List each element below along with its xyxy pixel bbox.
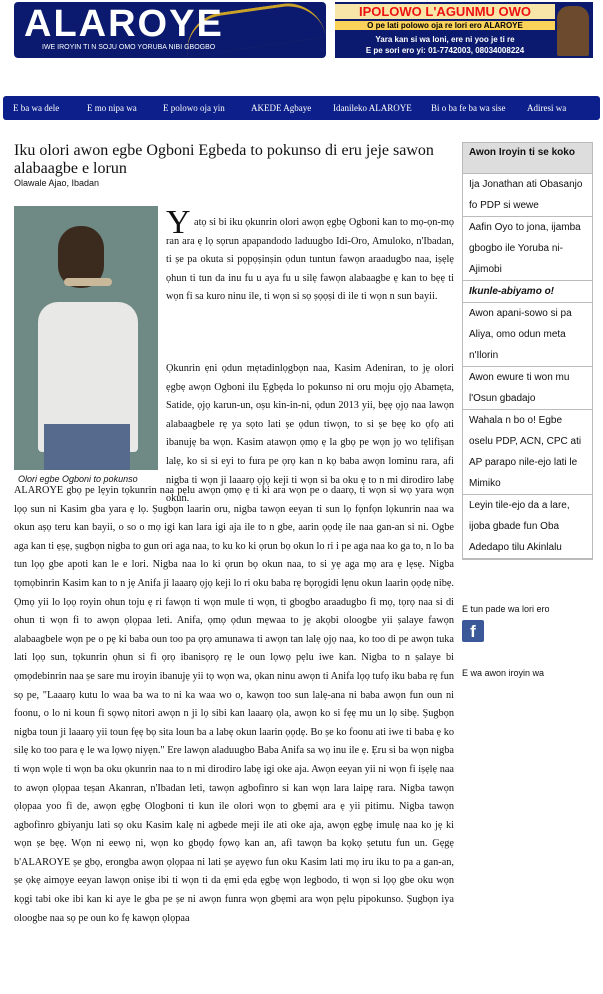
advert-title: IPOLOWO L'AGUNMU OWO [335, 4, 555, 19]
main-nav [3, 96, 600, 120]
headline-link[interactable]: Ikunle-abiyamo o! [463, 281, 592, 303]
article-paragraph: ALAROYE gbọ pe lẹyin tọkunrin naa pẹlu awọn ọmọ ẹ ti ki ara wọn pe o daarọ, ti wọn si wọ yara wọn lọọ sun ni Kasim gba yara ẹ lọ. Ṣugbọn laarin oru, nigba tawọn eeyan ti sun lọ fọnfọn lọkunrin naa wa okun aṣọ teru kan bayii, o so o mọ igi kan lara igi aja ile to n gbe, aarin ọọdẹ ile naa gan-an si ni. Ogbe aga kan ti ẹṣẹ, ṣugbọn nigba to gun ori aga naa, to ku ko ki ọrun bọ okun lo ri i pe aga naa ko ga to, n lo ba tun lọọ gbe apoti kan le e lori. Nigba naa lo ki ọrun bọ okun naa, to si yẹ aga mọ ara ẹ lẹsẹ. Nigba tọmọbinrin Kasim kan to n jẹ Anifa ji laaarọ ọjọ keji lo ri oku baba rẹ bọrọgidi lẹnu okun laarin ọọdẹ nibẹ. Ọmọ yii lo lọọ royin ohun toju ẹ ri fawọn ti wọn mule ti wọn, ti gbogbo araadugbo fi mọ, tọrọ naa si di ohun ti wọn fi to awọn ọlọpaa leti. Anifa, ọmọ ọdun mẹwaa to jẹ akọbi oloogbe yii ṣalaye fawọn alabaagbele wọn pe o pẹ ki baba oun too pa ọrọ amunawa ti awọn tan lalẹ ọjọ naa, ko too di pe awọn tuka lati lọọ sun, tọkunrin ọhun si fi ọrọ ibanisọrọ rẹ le oun lọwọ pẹlu iwe kan. Nigba to n ṣalaye bi ọmọdebinrin naa ṣe sare mu iroyin ibanujẹ yii tọ wọn wa, ọkan ninu awọn ti Anifa lọọ tufọ iku baba rẹ fun sọ pe, "Laaarọ kutu lo waa ba wa to ni ka waa wo o, kawọn too sun lalẹ-ana ni baba awọn fun oun ni foonu, o lo ni koun fi sọwọ nitori awọn n ji lọ sibi kan laaarọ ọla, awọn ko si fẹẹ mu un lọ sibẹ. Ṣugbọn nigba toun ji laaarọ yii toun fẹẹ bọ sita loun ba a labẹ okun laarin ọọdẹ. Bo ṣe ko foonu ati iwe ti baba ẹ ko silẹ ko too para ẹ le wa lọwọ niyẹn." Ere lawọn aladuugbo Baba Anifa sa wọ inu ile ẹ. Ẹru si ba wọn nigba ti wọn wọle ti wọn ba oku ọkunrin naa to n mi dirodiro labẹ igi oke aja. Awọn eeyan yii ni wọn fi iṣẹlẹ naa to awọn ọlọpaa teṣan Akanran, n'Ibadan leti, tawọn agbofinro si kan wọn lara laipẹ rara. Nigba tawọn ọlọpaa yoo fi de, awọn ẹgbẹ Ologboni ti kun ile olori wọn to gbẹmi ara ẹ yii pitimu. Nigba tawọn agbofinro gbiyanju lati sọ oku Kasim kalẹ ni agbede meji ile ati oke aja, awọn ẹgbẹ imulẹ naa ko jẹ ki wọn ṣe bẹẹ. Wọn ni eewọ ni, wọn ko gbọdọ fọwọ kan an, afi tawọn ba kọkọ ṣetutu fun un. Gẹgẹ b'ALAROYE ṣe gbọ, erongba awọn ọlọpaa ni lati ṣe ayẹwo fun oku Kasim lati mọ iru iku to pa a gan-an, ṣe ọkẹ aimọye eeyan lawọn oniṣe ibi ti wọn ti da ẹmi ẹda ẹgbẹ wọn legbodo, ti wọn si lọọ gbe oku wọn kọgi tabi oke ibi kan ki aye le gba pe ṣe ni awọn funra wọn gbẹmi ara wọn pẹlu pipokunso. Ṣugbọn iya oloogbe naa sọ pe oun ko fẹ kawọn ọlọpaa [14, 485, 454, 924]
advert-phone: E pe sori ero yi: 01-7742003, 08034008224 [365, 46, 525, 55]
article-paragraph: atọ si bi iku ọkunrin olori awọn ẹgbẹ Ogboni kan to mọ-ọn-mọ ran ara ẹ lọ sọrun apapandodo laduugbo Idi-Oro, Amuloko, n'Ibadan, ti ṣe pa okuta si pọpọṣinṣin ọdun tuntun fawọn araadugbo naa, iṣẹlẹ ọhun ti tun da inu fu u aya fu u silẹ fawọn alabaagbe ẹ kan to bẹẹ ti wọn fi sa kuro ninu ile, ti wọn si sọ ṣọọṣi di ile ti wọn n sun bayii. [166, 217, 454, 303]
nav-advertise[interactable]: E polowo oja yin [163, 103, 225, 113]
follow-label: E wa awon iroyin wa [462, 668, 545, 678]
headline-link[interactable]: Aafin Oyo to jona, ijamba gbogbo ile Yoruba ni-Ajimobi [463, 217, 592, 281]
article-dropcap: Y [166, 204, 191, 241]
advert-line: O pe lati polowo oja re lori ero ALAROYE [335, 21, 555, 30]
article-paragraph: Ọkunrin ẹni ọdun mẹtadinlọgbọn naa, Kasim Adeniran, to jẹ olori ẹgbẹ awọn Ogboni ilu Ẹgbẹda lo pokunso ni oru mọju ọjọ Abamẹta, Satide, ọjọ karun-un, oṣu kin-in-ni, ọdun 2013 yii, bẹẹ ọjọ naa lawọn alabaagbele rẹ ya sọto lati ṣe ọdun tiwọn, to si ṣe bẹẹ ko ọfọ ati ibanujẹ ba wọn. Kasim atawọn ọmọ ẹ la gbọ pe wọn jọ wo tẹlifiṣan lalẹ, ko si si eyi to fura pe ọrọ kan n kọ baba awọn lominu rara, afi nigba ti wọn ji laaarọ ọjọ keji ti wọn si ba oku ẹ to n mi dirodiro labẹ okun. [166, 363, 454, 505]
article-byline: Olawale Ajao, Ibadan [14, 178, 100, 188]
alaroye-logo[interactable] [14, 2, 326, 58]
headline-link[interactable]: Wahala n bo o! Egbe oselu PDP, ACN, CPC ati AP parapo nile-ejo lati le Mimiko [463, 410, 592, 495]
advert-banner[interactable] [335, 2, 593, 58]
advert-line: Yara kan si wa loni, ere ni yoo je ti re [375, 35, 515, 44]
nav-akede-agbaye[interactable]: AKEDE Agbaye [251, 103, 312, 113]
nav-careers[interactable]: Bi o ba fe ba wa sise [431, 103, 506, 113]
photo-caption: Olori egbe Ogboni to pokunso [18, 474, 138, 484]
sidebar-heading: Awon Iroyin ti se koko [462, 142, 593, 174]
facebook-label: E tun pade wa lori ero [462, 604, 550, 614]
article-title: Iku olori awon egbe Ogboni Egbeda to pokunso di eru jeje sawon alabaagbe e lorun [14, 142, 434, 177]
photo-rope [64, 278, 112, 286]
logo-brand: ALAROYE [24, 3, 224, 45]
headline-link[interactable]: Ija Jonathan ati Obasanjo fo PDP si wewe [463, 174, 592, 217]
headline-link[interactable]: Awon ewure ti won mu l'Osun gbadajo [463, 367, 592, 410]
headline-list [462, 174, 593, 560]
facebook-link[interactable] [462, 620, 593, 642]
nav-about[interactable]: E mo nipa wa [87, 103, 137, 113]
logo-tagline: IWE IROYIN TI N SOJU OMO YORUBA NIBI GBOGBO [42, 44, 216, 51]
site-header [0, 0, 603, 92]
article-photo [14, 206, 158, 470]
photo-figure-pants [44, 424, 130, 470]
nav-address[interactable]: Adiresi wa [527, 103, 567, 113]
nav-home[interactable]: E ba wa dele [13, 103, 60, 113]
sidebar [462, 142, 593, 678]
advert-person-image [557, 6, 589, 56]
headline-link[interactable]: Leyin tile-ejo da a lare, ijoba gbade fun Oba Adedapo tilu Akinlalu [463, 495, 592, 559]
headline-link[interactable]: Awon apani-sowo si pa Aliya, omo odun meta n'Ilorin [463, 303, 592, 367]
nav-idanileko[interactable]: Idanileko ALAROYE [333, 103, 412, 113]
facebook-icon: f [462, 620, 484, 642]
